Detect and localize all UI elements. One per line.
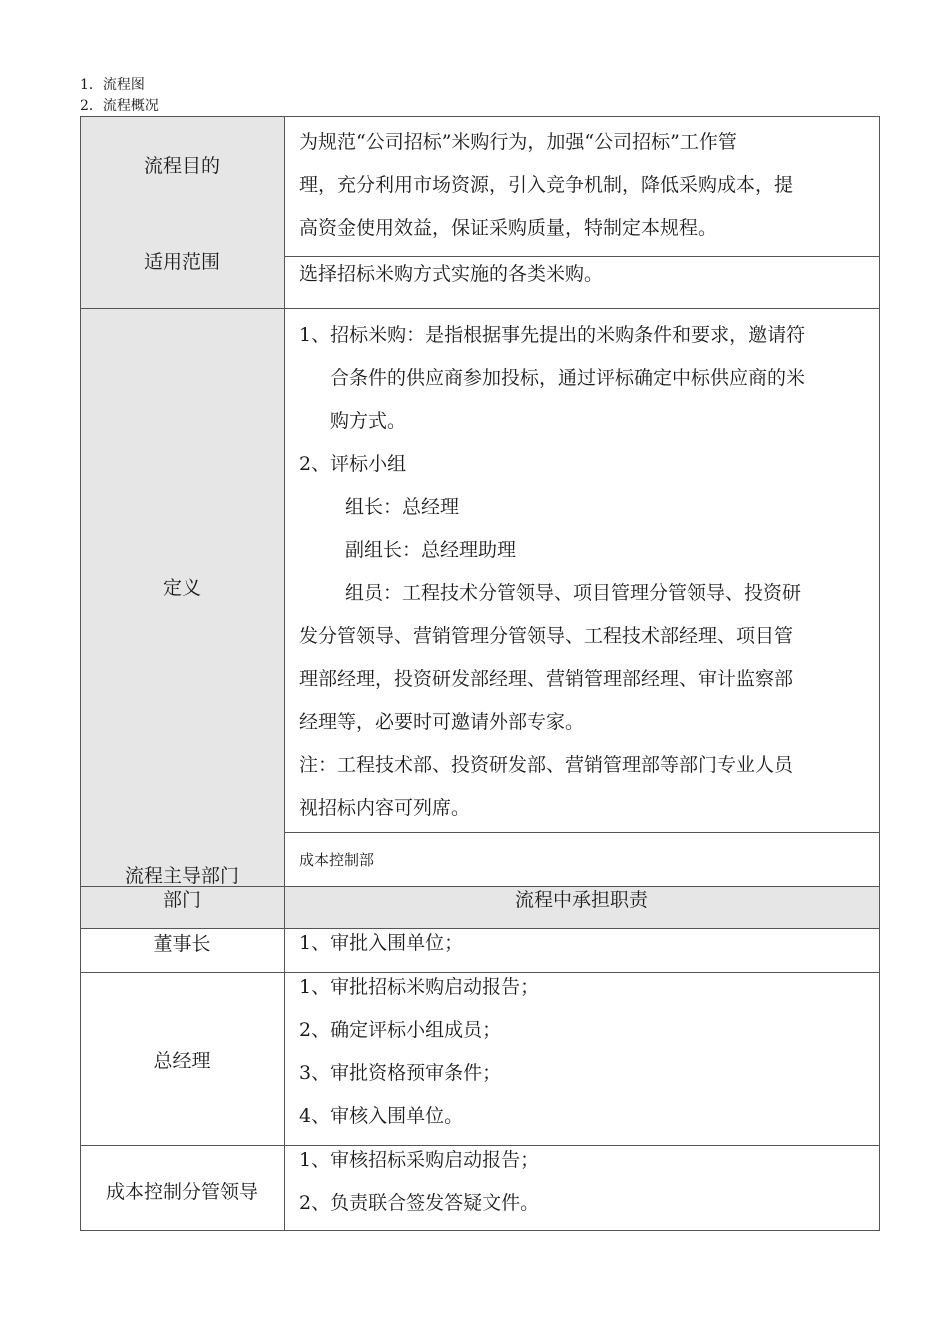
text-line: 为规范“公司招标”米购行为，加强“公司招标”工作管 xyxy=(299,131,737,153)
text-line: 理部经理，投资研发部经理、营销管理部经理、审计监察部 xyxy=(299,668,794,690)
scope-label: 适用范围 xyxy=(143,251,220,273)
text-line: 3、审批资格预审条件； xyxy=(299,1062,502,1084)
purpose-label: 流程目的 xyxy=(143,155,220,177)
text-line: 购方式。 xyxy=(330,410,407,432)
text-line: 发分管领导、营销管理分管领导、工程技术部经理、项目管 xyxy=(299,625,794,647)
row-duties-general-manager xyxy=(299,966,539,1138)
row-dept-general-manager: 总经理 xyxy=(153,1050,211,1072)
text-line: 理，充分利用市场资源，引入竞争机制，降低采购成本，提 xyxy=(299,174,794,196)
heading-overview: 2．流程概况 xyxy=(80,98,159,114)
text-line: 4、审核入围单位。 xyxy=(299,1105,464,1127)
text-line: 2、确定评标小组成员； xyxy=(299,1019,502,1041)
text-line: 组员：工程技术分管领导、项目管理分管领导、投资研 xyxy=(345,582,802,604)
text-line: 视招标内容可列席。 xyxy=(299,797,471,819)
lead-dept-label: 流程主导部门 xyxy=(124,865,239,887)
text-line: 合条件的供应商参加投标，通过评标确定中标供应商的米 xyxy=(330,367,806,389)
text-line: 1、审核招标采购启动报告； xyxy=(299,1149,540,1171)
row-dept-chairman: 董事长 xyxy=(153,933,211,955)
header-dept: 部门 xyxy=(162,889,201,911)
text-line: 1、审批入围单位； xyxy=(299,932,464,954)
row-duties-chairman xyxy=(299,922,463,965)
heading-flowchart: 1．流程图 xyxy=(80,77,145,93)
text-line: 1、审批招标米购启动报告； xyxy=(299,976,540,998)
lead-dept-value: 成本控制部 xyxy=(299,851,375,869)
header-duty: 流程中承担职责 xyxy=(514,889,648,911)
purpose-text xyxy=(299,121,793,250)
text-line: 高资金使用效益，保证采购质量，特制定本规程。 xyxy=(299,217,718,239)
text-line: 组长：总经理 xyxy=(345,496,460,518)
text-line: 1、招标米购：是指根据事先提出的米购条件和要求，邀请符 xyxy=(299,324,806,346)
label-column-top xyxy=(80,116,284,308)
definition-label: 定义 xyxy=(162,577,201,599)
row-dept-cost-control-leader: 成本控制分管领导 xyxy=(105,1181,258,1203)
text-line: 2、评标小组 xyxy=(299,453,407,475)
text-line: 经理等，必要时可邀请外部专家。 xyxy=(299,711,585,733)
text-line: 注：工程技术部、投资研发部、营销管理部等部门专业人员 xyxy=(299,754,794,776)
text-line: 副组长：总经理助理 xyxy=(345,539,517,561)
scope-text: 选择招标米购方式实施的各类米购。 xyxy=(299,263,604,285)
text-line: 2、负责联合签发答疑文件。 xyxy=(299,1192,540,1214)
definition-text xyxy=(299,314,805,830)
row-duties-cost-control-leader xyxy=(299,1139,539,1225)
